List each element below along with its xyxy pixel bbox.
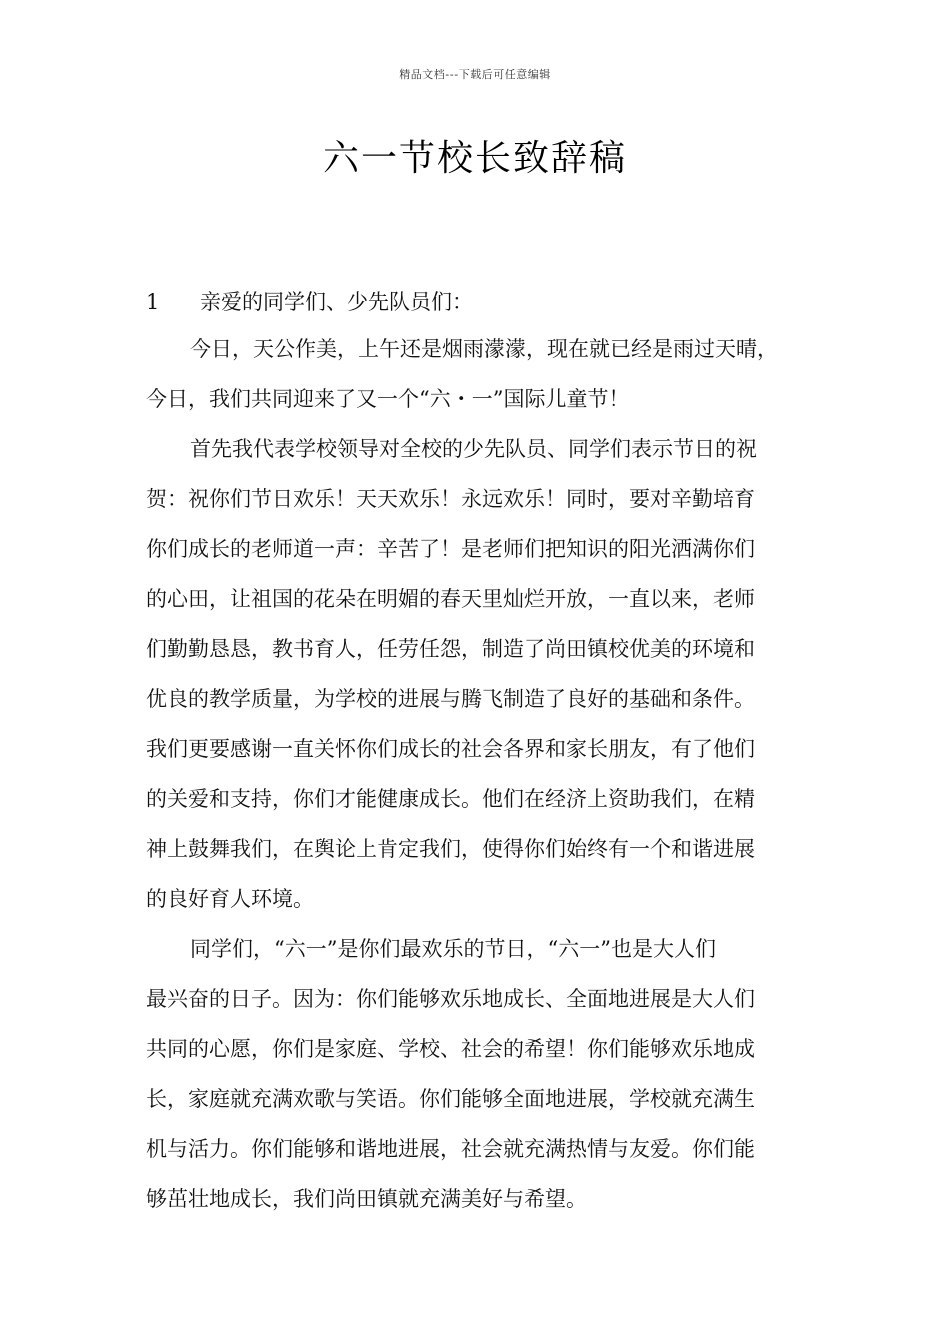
paragraph [146,424,816,924]
paragraph-line: 我们更要感谢一直关怀你们成长的社会各界和家长朋友，有了他们 [146,737,755,761]
paragraph-line: 够茁壮地成长，我们尚田镇就充满美好与希望。 [146,1187,587,1211]
paragraph-line: 优良的教学质量，为学校的进展与腾飞制造了良好的基础和条件。 [146,687,755,711]
paragraph-line: 神上鼓舞我们，在舆论上肯定我们，使得你们始终有一个和谐进展 [146,837,755,861]
salutation-text: 亲爱的同学们、少先队员们： [200,290,473,314]
paragraph-line: 最兴奋的日子。因为：你们能够欢乐地成长、全面地进展是大人们 [146,987,755,1011]
paragraph-line: 今日，我们共同迎来了又一个“六・一”国际儿童节！ [146,387,630,411]
paragraph-line: 今日，天公作美，上午还是烟雨濛濛，现在就已经是雨过天晴， [190,337,778,361]
paragraph-line: 你们成长的老师道一声：辛苦了！是老师们把知识的阳光洒满你们 [146,537,755,561]
paragraph-line: 共同的心愿，你们是家庭、学校、社会的希望！你们能够欢乐地成 [146,1037,755,1061]
paragraph-line: 的良好育人环境。 [146,887,314,911]
paragraph-line: 长，家庭就充满欢歌与笑语。你们能够全面地进展，学校就充满生 [146,1087,755,1111]
paragraph-line: 机与活力。你们能够和谐地进展，社会就充满热情与友爱。你们能 [146,1137,755,1161]
salutation [146,288,473,316]
paragraph [146,324,816,424]
paragraph-line: 首先我代表学校领导对全校的少先队员、同学们表示节日的祝 [190,437,757,461]
paragraph-line: 的关爱和支持，你们才能健康成长。他们在经济上资助我们，在精 [146,787,755,811]
header-note: 精品文档---下载后可任意编辑 [399,68,551,81]
paragraph-line: 们勤勤恳恳，教书育人，任劳任怨，制造了尚田镇校优美的环境和 [146,637,755,661]
document-title: 六一节校长致辞稿 [322,138,627,179]
document-body [146,324,816,1224]
paragraph [146,924,816,1224]
paragraph-line: 贺：祝你们节日欢乐！天天欢乐！永远欢乐！同时，要对辛勤培育 [146,487,755,511]
paragraph-line: 的心田，让祖国的花朵在明媚的春天里灿烂开放，一直以来，老师 [146,587,755,611]
paragraph-line: 同学们，“六一”是你们最欢乐的节日，“六一”也是大人们 [190,937,716,961]
salutation-number: 1 [146,290,160,314]
